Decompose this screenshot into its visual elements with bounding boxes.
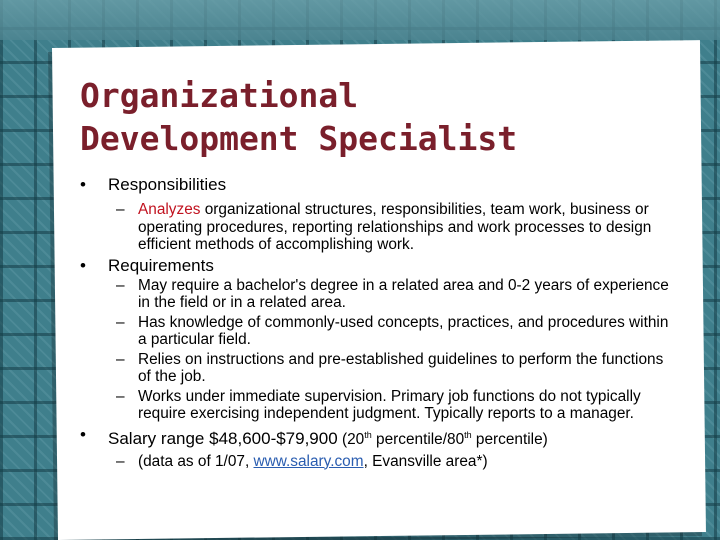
bullet-responsibilities <box>80 175 680 195</box>
requirement-text: Works under immediate supervision. Primary job functions do not typically require exercising independent judgment. Typically reports to a manager. <box>138 387 641 422</box>
salary-note <box>80 453 680 471</box>
dash-glyph: – <box>116 452 125 470</box>
percentile-close: percentile) <box>471 430 548 448</box>
requirement-item <box>80 388 680 423</box>
requirement-item <box>80 314 680 349</box>
dash-glyph: – <box>116 387 125 405</box>
salary-label: Salary range $48,600-$79,900 <box>108 428 338 448</box>
requirement-text: Has knowledge of commonly-used concepts, practices, and procedures within a particular field. <box>138 313 669 348</box>
bullet-glyph: • <box>80 175 86 194</box>
percentile-mid: percentile/80 <box>371 430 465 448</box>
requirement-text: Relies on instructions and pre-established guidelines to perform the functions of the job. <box>138 350 664 385</box>
analyzes-keyword: Analyzes <box>138 201 201 218</box>
percentile-sup-2: th <box>464 429 472 440</box>
percentile-sup-1: th <box>364 429 372 440</box>
bullet-glyph: • <box>80 255 86 275</box>
background-top-band <box>0 0 720 40</box>
dash-glyph: – <box>116 350 125 368</box>
dash-glyph: – <box>116 201 125 218</box>
dash-glyph: – <box>116 276 125 294</box>
requirements-label: Requirements <box>108 255 214 275</box>
slide-title <box>80 74 640 160</box>
bullet-salary <box>80 425 680 450</box>
percentile-open: (20 <box>337 430 365 448</box>
salary-note-prefix: (data as of 1/07, <box>138 452 254 470</box>
salary-com-link[interactable]: www.salary.com <box>253 452 364 470</box>
responsibility-text: organizational structures, responsibilities, team work, business or operating procedures, reporting relationships and work processes to design efficient methods of accomplishing work. <box>138 201 652 253</box>
responsibility-item <box>80 201 680 254</box>
dash-glyph: – <box>116 313 125 331</box>
title-line-2: Development Specialist <box>80 119 518 158</box>
slide-body <box>80 175 680 470</box>
salary-note-suffix: , Evansville area*) <box>363 452 488 470</box>
title-line-1: Organizational <box>80 76 359 115</box>
requirement-item <box>80 351 680 386</box>
requirement-text: May require a bachelor's degree in a related area and 0-2 years of experience in the field or in a related area. <box>138 276 669 311</box>
responsibilities-label: Responsibilities <box>108 175 227 194</box>
requirement-item <box>80 277 680 312</box>
bullet-requirements <box>80 256 680 276</box>
bullet-glyph: • <box>80 424 86 444</box>
